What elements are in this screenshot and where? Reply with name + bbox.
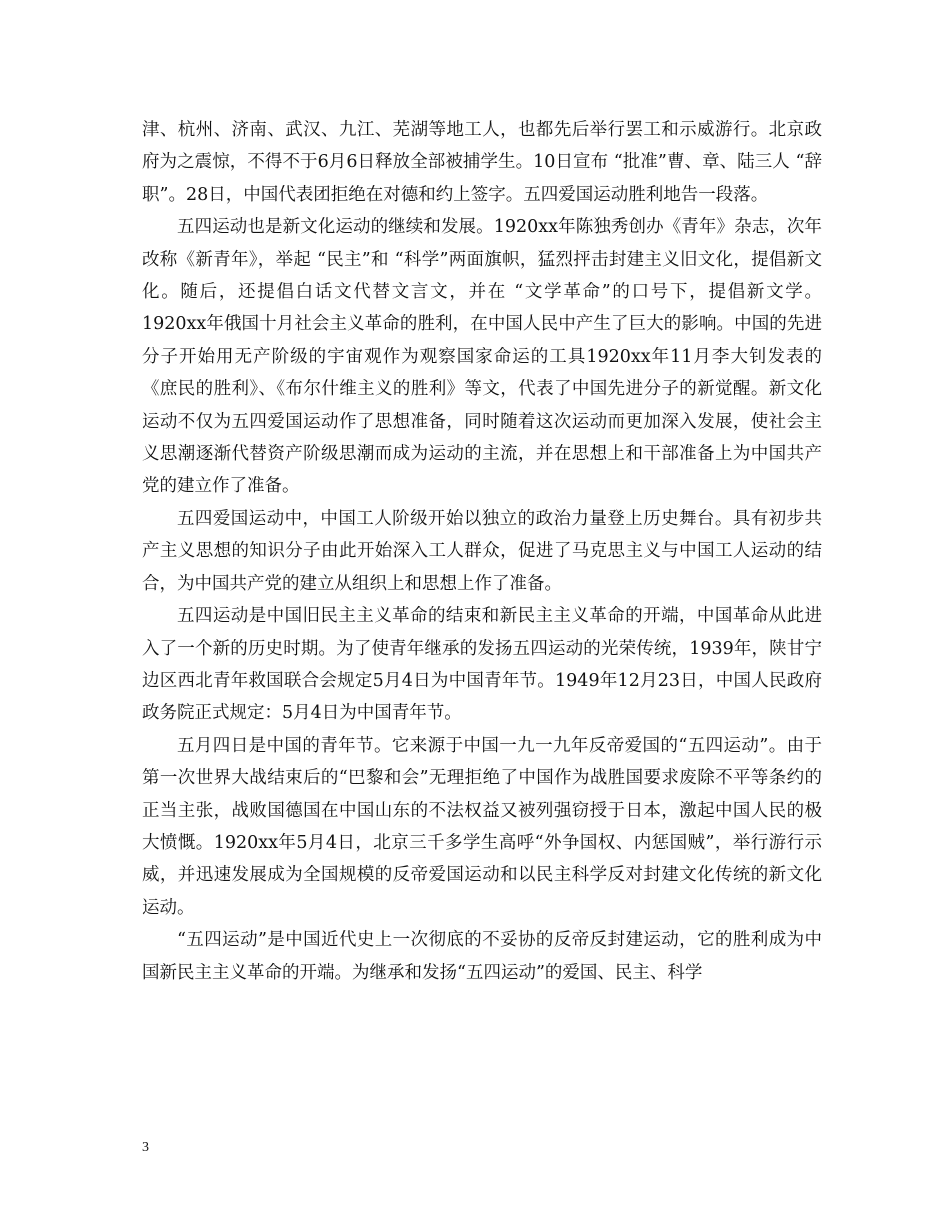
paragraph-may-fourth-significance: “五四运动”是中国近代史上一次彻底的不妥协的反帝反封建运动，它的胜利成为中国新民主主义革命的开端。为继承和发扬“五四运动”的爱国、民主、科学 <box>142 930 822 983</box>
paragraph-continuation: 津、杭州、济南、武汉、九江、芜湖等地工人，也都先后举行罢工和示威游行。北京政府为之震惊，不得不于6月6日释放全部被捕学生。10日宣布 “批准”曹、章、陆三人 “辞职”。28日，中国代表团拒绝在对德和约上签字。五四爱国运动胜利地告一段落。 <box>142 120 822 205</box>
paragraph-may-fourth-youth-day: 五月四日是中国的青年节。它来源于中国一九一九年反帝爱国的“五四运动”。由于第一次世界大战结束后的“巴黎和会”无理拒绝了中国作为战胜国要求废除不平等条约的正当主张，战败国德国在中国山东的不法权益又被列强窃授于日本，激起中国人民的极大愤慨。1920xx年5月4日，北京三千多学生高呼“外争国权、内惩国贼”，举行游行示威，并迅速发展成为全国规模的反帝爱国运动和以民主科学反对封建文化传统的新文化运动。 <box>142 735 822 918</box>
paragraph-new-culture-movement: 五四运动也是新文化运动的继续和发展。1920xx年陈独秀创办《青年》杂志，次年改称《新青年》，举起 “民主”和 “科学”两面旗帜，猛烈抨击封建主义旧文化，提倡新文化。随后，还提倡白话文代替文言文，并在 “文学革命”的口号下，提倡新文学。1920xx年俄国十月社会主义革命的胜利，在中国人民中产生了巨大的影响。中国的先进分子开始用无产阶级的宇宙观作为观察国家命运的工具1920xx年11月李大钊发表的《庶民的胜利》、《布尔什维主义的胜利》等文，代表了中国先进分子的新觉醒。新文化运动不仅为五四爱国运动作了思想准备，同时随着这次运动而更加深入发展，使社会主义思潮逐渐代替资产阶级思潮而成为运动的主流，并在思想上和干部准备上为中国共产党的建立作了准备。 <box>142 217 822 497</box>
page-number: 3 <box>142 1140 149 1155</box>
paragraph-working-class: 五四爱国运动中，中国工人阶级开始以独立的政治力量登上历史舞台。具有初步共产主义思想的知识分子由此开始深入工人群众，促进了马克思主义与中国工人运动的结合，为中国共产党的建立从组织上和思想上作了准备。 <box>142 508 822 594</box>
body-text <box>142 114 822 989</box>
paragraph-youth-day-origin: 五四运动是中国旧民主主义革命的结束和新民主主义革命的开端，中国革命从此进入了一个新的历史时期。为了使青年继承的发扬五四运动的光荣传统，1939年，陕甘宁边区西北青年救国联合会规定5月4日为中国青年节。1949年12月23日，中国人民政府政务院正式规定：5月4日为中国青年节。 <box>142 606 822 724</box>
